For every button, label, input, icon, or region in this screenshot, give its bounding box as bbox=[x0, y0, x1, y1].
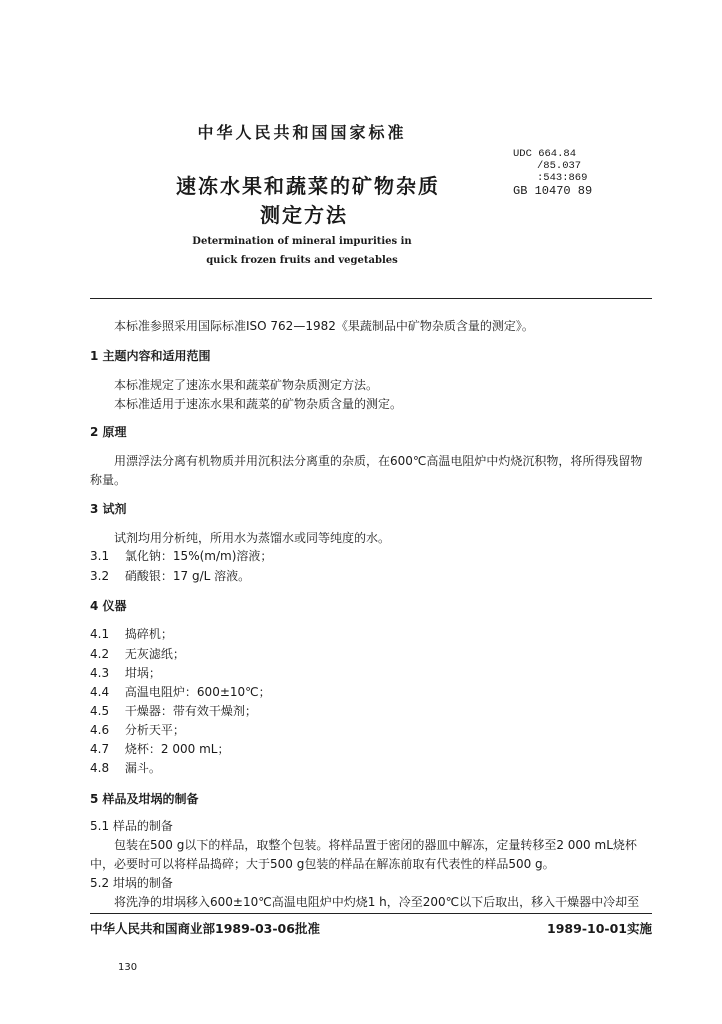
list-item bbox=[90, 685, 271, 700]
item-number: 3.1 bbox=[90, 549, 110, 563]
effective-date: 1989-10-01实施 bbox=[547, 921, 652, 936]
gb-standard-number: GB 10470 89 bbox=[513, 184, 593, 198]
item-number: 4.2 bbox=[90, 647, 110, 661]
item-number: 4.3 bbox=[90, 666, 110, 680]
approval-note: 中华人民共和国商业部1989-03-06批准 bbox=[90, 921, 320, 936]
section-2-heading: 2 原理 bbox=[90, 425, 127, 439]
list-item bbox=[90, 742, 229, 757]
footer-divider bbox=[90, 913, 652, 914]
udc-code-line3: :543:869 bbox=[537, 172, 588, 184]
subsection-5-1-para: 包装在500 g以下的样品，取整个包装。将样品置于密闭的器皿中解冻，定量转移至2 000 mL烧杯中，必要时可以将样品捣碎；大于500 g包装的样品在解冻前取有代表性的样品500 g。 bbox=[90, 838, 637, 871]
item-text: 氯化钠：15%(m/m)溶液； bbox=[124, 549, 273, 563]
page-number: 130 bbox=[118, 962, 138, 973]
item-text: 高温电阻炉：600±10℃； bbox=[124, 685, 271, 699]
subsection-5-2-heading: 5.2 坩埚的制备 bbox=[90, 876, 173, 890]
intro-paragraph: 本标准参照采用国际标准ISO 762—1982《果蔬制品中矿物杂质含量的测定》。 bbox=[114, 319, 534, 333]
item-text: 捣碎机； bbox=[124, 627, 173, 641]
section-3-heading: 3 试剂 bbox=[90, 502, 127, 516]
section-2-para: 用漂浮法分离有机物质并用沉积法分离重的杂质，在600℃高温电阻炉中灼烧沉积物，将所得残留物称量。 bbox=[90, 454, 643, 487]
item-text: 干燥器：带有效干燥剂； bbox=[124, 704, 257, 718]
item-text: 坩埚； bbox=[124, 666, 161, 680]
list-item bbox=[90, 627, 173, 642]
item-number: 4.5 bbox=[90, 704, 110, 718]
item-number: 3.2 bbox=[90, 569, 110, 583]
item-text: 漏斗。 bbox=[124, 761, 161, 775]
list-item bbox=[90, 761, 161, 776]
section-3-para: 试剂均用分析纯，所用水为蒸馏水或同等纯度的水。 bbox=[114, 531, 391, 545]
item-text: 分析天平； bbox=[124, 723, 185, 737]
section-4-heading: 4 仪器 bbox=[90, 599, 127, 613]
section-1-heading: 1 主题内容和适用范围 bbox=[90, 349, 211, 363]
standard-org-title: 中华人民共和国国家标准 bbox=[197, 123, 407, 142]
section-5-heading: 5 样品及坩埚的制备 bbox=[90, 792, 199, 806]
item-text: 无灰滤纸； bbox=[124, 647, 185, 661]
item-number: 4.7 bbox=[90, 742, 110, 756]
item-number: 4.1 bbox=[90, 627, 110, 641]
item-text: 烧杯：2 000 mL； bbox=[124, 742, 230, 756]
item-number: 4.6 bbox=[90, 723, 110, 737]
list-item bbox=[90, 549, 272, 564]
subsection-5-2-para: 将洗净的坩埚移入600±10℃高温电阻炉中灼烧1 h，冷至200℃以下后取出，移入干燥器中冷却至 bbox=[114, 895, 640, 909]
item-number: 4.8 bbox=[90, 761, 110, 775]
subsection-5-1-heading: 5.1 样品的制备 bbox=[90, 819, 173, 833]
list-item bbox=[90, 704, 257, 719]
english-title-line1: Determination of mineral impurities in bbox=[192, 236, 412, 247]
udc-code-line1: UDC 664.84 bbox=[513, 148, 577, 160]
list-item bbox=[90, 666, 161, 681]
section-1-para-1: 本标准规定了速冻水果和蔬菜矿物杂质测定方法。 bbox=[114, 378, 379, 392]
list-item bbox=[90, 723, 185, 738]
english-title-line2: quick frozen fruits and vegetables bbox=[206, 255, 398, 266]
classification-codes bbox=[513, 148, 592, 197]
list-item bbox=[90, 569, 250, 584]
item-number: 4.4 bbox=[90, 685, 110, 699]
udc-code-line2: /85.037 bbox=[537, 160, 582, 172]
list-item bbox=[90, 647, 185, 662]
document-title-line1: 速冻水果和蔬菜的矿物杂质 bbox=[176, 174, 440, 198]
item-text: 硝酸银：17 g/L 溶液。 bbox=[124, 569, 251, 583]
section-1-para-2: 本标准适用于速冻水果和蔬菜的矿物杂质含量的测定。 bbox=[114, 397, 403, 411]
header-divider bbox=[90, 298, 652, 299]
document-title-line2: 测定方法 bbox=[260, 203, 348, 227]
